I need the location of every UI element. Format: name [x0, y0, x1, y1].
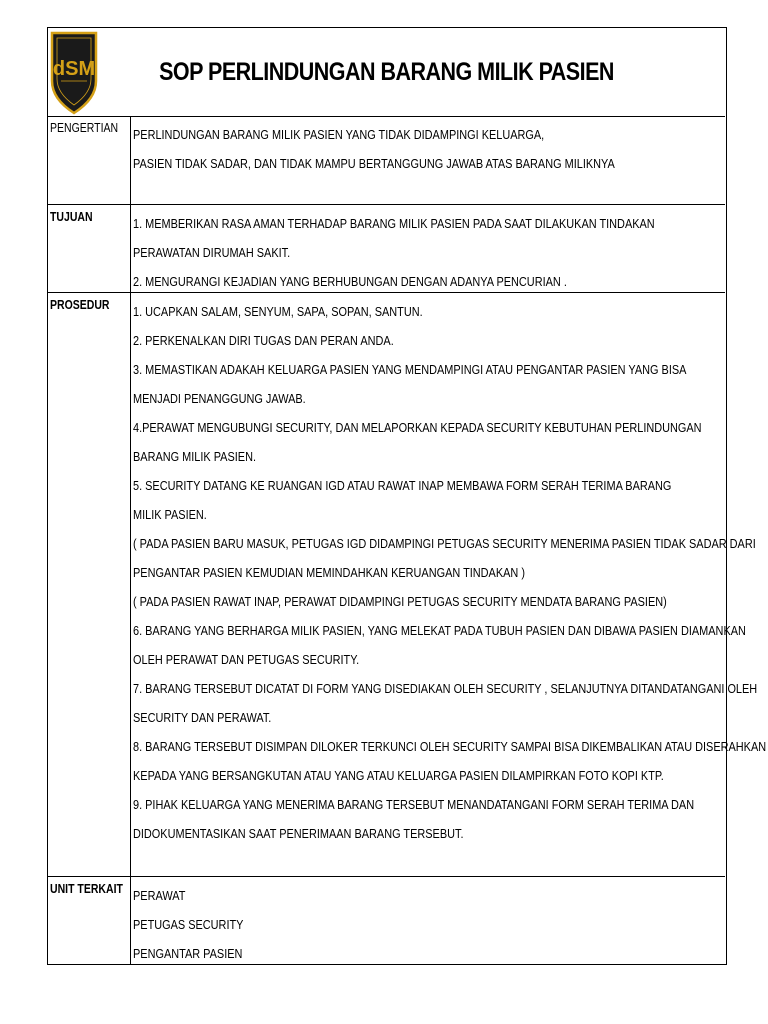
section-content [133, 881, 768, 969]
section-content [133, 120, 768, 178]
content-line: 1. MEMBERIKAN RASA AMAN TERHADAP BARANG MILIK PASIEN PADA SAAT DILAKUKAN TINDAKAN [133, 216, 655, 231]
section-unit-terkait [48, 877, 725, 964]
shield-logo-icon [49, 29, 99, 115]
section-label: PENGERTIAN [50, 121, 119, 135]
content-line: KEPADA YANG BERSANGKUTAN ATAU YANG ATAU KELUARGA PASIEN DILAMPIRKAN FOTO KOPI KTP. [133, 768, 664, 783]
content-line: PASIEN TIDAK SADAR, DAN TIDAK MAMPU BERTANGGUNG JAWAB ATAS BARANG MILIKNYA [133, 156, 615, 172]
section-pengertian [48, 116, 725, 205]
content-line: 2. PERKENALKAN DIRI TUGAS DAN PERAN ANDA. [133, 333, 394, 348]
content-line: 6. BARANG YANG BERHARGA MILIK PASIEN, YANG MELEKAT PADA TUBUH PASIEN DAN DIBAWA PASIEN DIAMANKAN [133, 623, 746, 638]
section-content [133, 297, 768, 848]
section-content [133, 209, 768, 297]
content-line: 4.PERAWAT MENGUBUNGI SECURITY, DAN MELAPORKAN KEPADA SECURITY KEBUTUHAN PERLINDUNGAN [133, 420, 702, 435]
content-line: 7. BARANG TERSEBUT DICATAT DI FORM YANG DISEDIAKAN OLEH SECURITY , SELANJUTNYA DITANDATANGANI OLEH [133, 681, 758, 696]
content-line: 3. MEMASTIKAN ADAKAH KELUARGA PASIEN YANG MENDAMPINGI ATAU PENGANTAR PASIEN YANG BISA [133, 362, 687, 377]
content-line: PENGANTAR PASIEN [133, 946, 243, 962]
section-label: UNIT TERKAIT [50, 882, 123, 896]
content-line: ( PADA PASIEN BARU MASUK, PETUGAS IGD DIDAMPINGI PETUGAS SECURITY MENERIMA PASIEN TIDAK SADAR DARI [133, 536, 756, 551]
content-line: PERAWATAN DIRUMAH SAKIT. [133, 245, 291, 261]
content-line: 8. BARANG TERSEBUT DISIMPAN DILOKER TERKUNCI OLEH SECURITY SAMPAI BISA DIKEMBALIKAN ATAU DISERAHKAN [133, 739, 767, 754]
content-line: PENGANTAR PASIEN KEMUDIAN MEMINDAHKAN KERUANGAN TINDAKAN ) [133, 565, 525, 580]
content-line: MILIK PASIEN. [133, 507, 207, 522]
sop-document [47, 27, 767, 965]
content-line: 2. MENGURANGI KEJADIAN YANG BERHUBUNGAN DENGAN ADANYA PENCURIAN . [133, 274, 567, 290]
logo-text: dSM [52, 58, 96, 80]
section-label: TUJUAN [50, 210, 93, 224]
content-line: PERAWAT [133, 888, 186, 903]
content-line: 5. SECURITY DATANG KE RUANGAN IGD ATAU RAWAT INAP MEMBAWA FORM SERAH TERIMA BARANG [133, 478, 672, 493]
content-line: DIDOKUMENTASIKAN SAAT PENERIMAAN BARANG TERSEBUT. [133, 826, 464, 841]
document-title: SOP PERLINDUNGAN BARANG MILIK PASIEN [159, 58, 614, 86]
section-label: PROSEDUR [50, 298, 110, 312]
content-line: 1. UCAPKAN SALAM, SENYUM, SAPA, SOPAN, SANTUN. [133, 304, 423, 319]
content-line: OLEH PERAWAT DAN PETUGAS SECURITY. [133, 652, 360, 667]
content-line: PERLINDUNGAN BARANG MILIK PASIEN YANG TIDAK DIDAMPINGI KELUARGA, [133, 127, 545, 142]
content-line: PETUGAS SECURITY [133, 917, 244, 933]
content-line: 9. PIHAK KELUARGA YANG MENERIMA BARANG TERSEBUT MENANDATANGANI FORM SERAH TERIMA DAN [133, 797, 695, 812]
content-line: BARANG MILIK PASIEN. [133, 449, 256, 464]
content-line: ( PADA PASIEN RAWAT INAP, PERAWAT DIDAMPINGI PETUGAS SECURITY MENDATA BARANG PASIEN) [133, 594, 667, 609]
content-line: MENJADI PENANGGUNG JAWAB. [133, 391, 306, 406]
content-line: SECURITY DAN PERAWAT. [133, 710, 272, 725]
document-header [48, 28, 725, 117]
company-logo [49, 29, 99, 115]
section-tujuan [48, 205, 725, 293]
section-prosedur [48, 293, 767, 877]
